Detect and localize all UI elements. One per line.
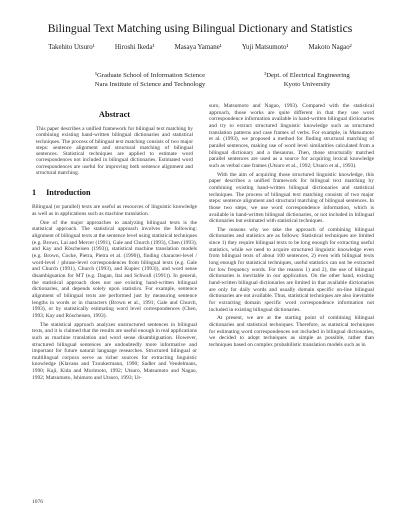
body-paragraph: At present, we are at the starting point of combining bilingual dictionaries and statistical techniques. Therefore, as statistical techniques for estimating word correspondences not included in bilingual dictionaries, we decided to adopt techniques as simple as possible, rather than techniques based on complex probabilistic translation models such as in [209,315,374,348]
affiliation-1 [70,71,230,89]
section-title: Introduction [46,188,91,198]
page-number: 1076 [32,499,43,505]
affiliation-line: ¹Graduate School of Information Science [94,72,206,79]
right-column [209,103,374,351]
author-list [10,44,390,51]
body-paragraph: With the aim of acquiring those structured linguistic knowledge, this paper describes a unified framework for bilingual text matching by combining existing hand-written bilingual dictionaries and statistical techniques. The process of bilingual text matching consists of two major steps: sentence alignment and structural matching of bilingual sentences. In those two steps, we use word correspondence information, which is available in hand-written bilingual dictionaries, or not included in bilingual dictionaries but estimated with statistical techniques. [209,171,374,225]
paper-title: Bilingual Text Matching using Bilingual Dictionary and Statistics [47,22,353,35]
author-name: Takehito Utsuro¹ [48,44,95,51]
section-heading [32,188,197,198]
body-paragraph: Bilingual (or parallel) texts are useful as resources of linguistic knowledge as well as in applications such as machine translation. [32,204,197,218]
body-paragraph: One of the major approaches to analyzing bilingual texts is the statistical approach. The statistical approach involves the following: alignment of bilingual texts at the sentence level using statistical techniques (e.g. Brown, Lai and Mercer (1991), Gale and Church (1993), Chen (1993), and Kay and Röscheisen (1993)), statistical machine translation models (e.g. Brown, Cocke, Pietra, Pietra et al. (1990)), finding character-level / word-level / phrase-level correspondences from bilingual texts (e.g. Gale and Church (1991), Church (1993), and Kupiec (1993)), and word sense disambiguation for MT (e.g. Dagan, Itai and Schwall (1991)). In general, the statistical approach does not use existing hand-written bilingual dictionaries, and depends solely upon statistics. For example, sentence alignment of bilingual texts are performed just by measuring sentence lengths in words or in characters (Brown et al., 1991; Gale and Church, 1993), or by statistically estimating word level correspondences (Chen, 1993; Kay and Röscheisen, 1993). [32,219,197,319]
left-column [32,110,197,383]
affiliation-line: Nara Institute of Science and Technology [94,81,206,88]
author-name: Masaya Yamane¹ [174,44,222,51]
author-name: Makoto Nagao² [308,44,352,51]
affiliation-line: ²Dept. of Electrical Engineering [264,72,350,79]
body-paragraph: The statistical approach analyzes unstructured sentences in bilingual texts, and it is claimed that the results are useful enough in real applications such as machine translation and word sense disambiguation. However, structured bilingual sentences are undoubtedly more informative and important for future natural language researches. Structured bilingual or multilingual corpora serve as richer sources for extracting linguistic knowledge (Klavans and Tzoukermann, 1990; Sadler and Vendelmans, 1990; Kaji, Kida and Morimoto, 1992; Utsuro, Matsumoto and Nagao, 1992; Matsumoto, Ishimoto and Utsuro, 1993; Ut- [32,321,197,381]
abstract-text: This paper describes a unified framework for bilingual text matching by combining existing hand-written bilingual dictionaries and statistical techniques. The process of bilingual text matching consists of two major steps: sentence alignment and structural matching of bilingual sentences. Statistical techniques are applied to estimate word correspondences not included in bilingual dictionaries. Estimated word correspondences are useful for improving both sentence alignment and structural matching. [36,126,193,177]
abstract-heading: Abstract [98,110,131,119]
body-paragraph: suro, Matsumoto and Nagao, 1993). Compared with the statistical approach, those works are quite different in that they use word correspondence information available in hand-written bilingual dictionaries and try to extract structured linguistic knowledge such as structured translation patterns and case frames of verbs. For example, in Matsumoto et al. (1993), we proposed a method for finding structural matching of parallel sentences, making use of word level similarities calculated from a bilingual dictionary and a thesaurus. Then, those structurally matched parallel sentences are used as a source for acquiring lexical knowledge such as verbal case frames (Utsuro et al., 1992; Utsuro et al., 1993). [209,103,374,169]
author-name: Hiroshi Ikeda¹ [114,44,155,51]
affiliation-2 [252,71,362,89]
section-number: 1 [32,188,37,198]
affiliation-line: Kyoto University [283,81,331,88]
body-paragraph: The reasons why we take the approach of combining bilingual dictionaries and statistics are as follows: Statistical techniques are limited since 1) they require bilingual texts to be long enough for extracting useful statistics, while we need to acquire structured linguistic knowledge even from bilingual texts of about 100 sentences, 2) even with bilingual texts long enough for statistical techniques, useful statistics can not be extracted for low frequency words. For the reasons 1) and 2), the use of bilingual dictionaries is inevitable in our application. On the other hand, existing hand-written bilingual dictionaries are limited in that available dictionaries are only for daily words and usually domain specific on-line bilingual dictionaries are not available. Thus, statistical techniques are also inevitable for extracting domain specific word correspondence information not included in existing bilingual dictionaries. [209,226,374,313]
author-name: Yuji Matsumoto¹ [241,44,289,51]
